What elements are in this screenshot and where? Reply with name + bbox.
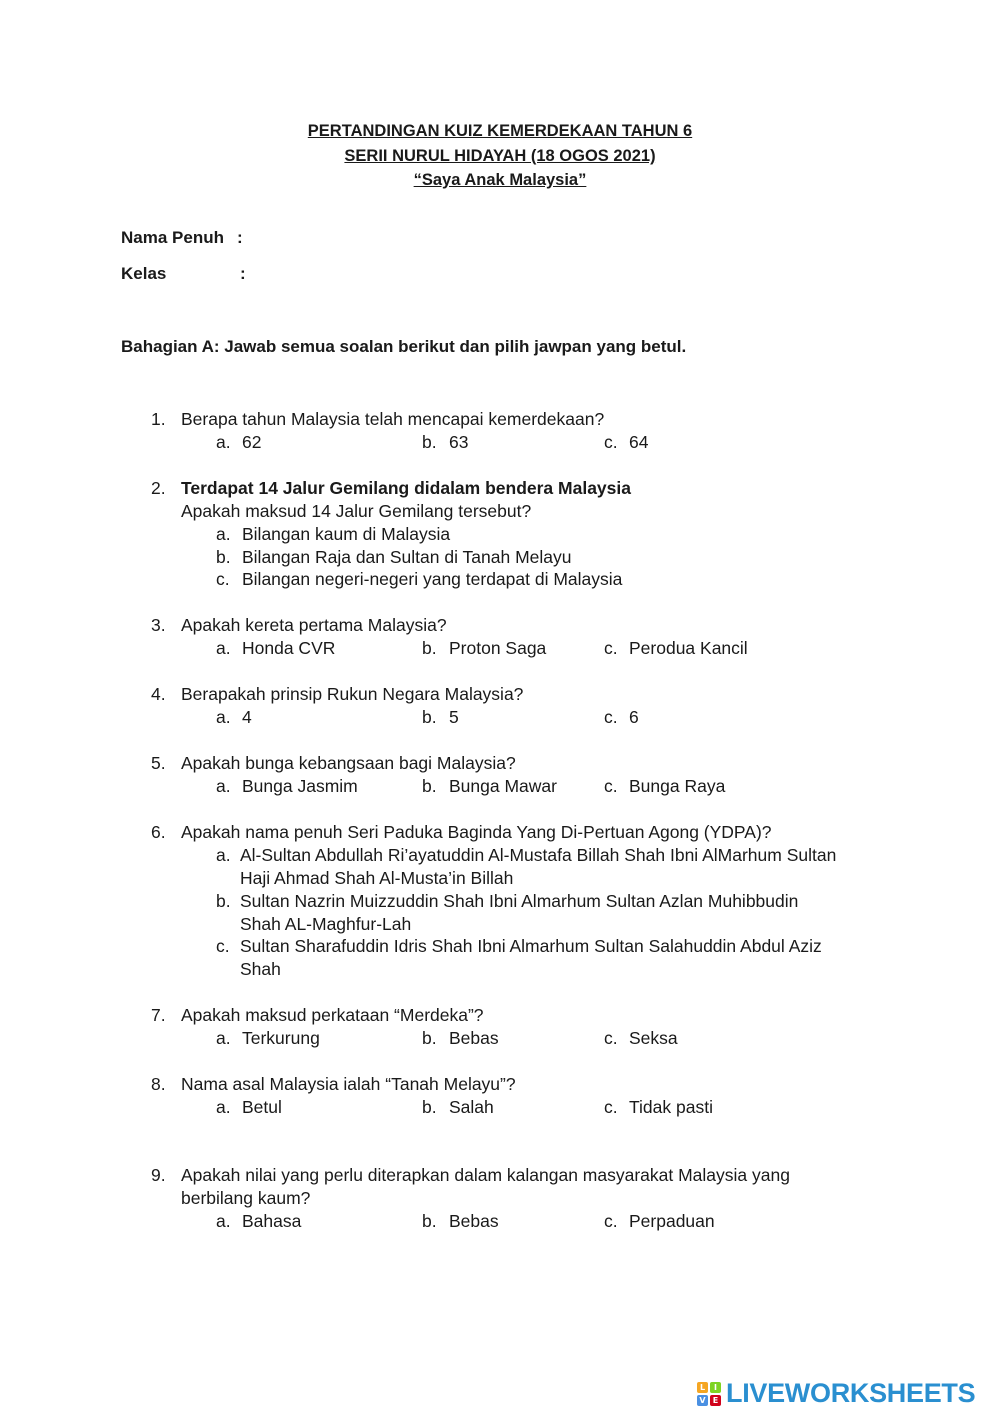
q3-opt-a: Honda CVR — [242, 638, 336, 658]
q6-opt-a-line2: Haji Ahmad Shah Al-Musta’in Billah — [240, 868, 514, 888]
q3-opt-b-letter: b. — [422, 638, 437, 658]
q6-number: 6. — [151, 822, 166, 842]
logo-tile-e: E — [710, 1395, 721, 1406]
q2-opt-a-letter: a. — [216, 524, 231, 544]
q9-opt-b-letter: b. — [422, 1211, 437, 1231]
q8-number: 8. — [151, 1074, 166, 1094]
q4-opt-a-letter: a. — [216, 707, 231, 727]
q3-opt-a-letter: a. — [216, 638, 231, 658]
liveworksheets-logo-icon — [697, 1382, 721, 1406]
q4-number: 4. — [151, 684, 166, 704]
q7-opt-c-letter: c. — [604, 1028, 618, 1048]
q9-opt-a: Bahasa — [242, 1211, 302, 1231]
class-colon: : — [240, 264, 246, 283]
q5-opt-c: Bunga Raya — [629, 776, 726, 796]
q9-opt-c: Perpaduan — [629, 1211, 715, 1231]
name-colon: : — [237, 228, 243, 247]
q5-text: Apakah bunga kebangsaan bagi Malaysia? — [181, 753, 516, 773]
q2-opt-b: Bilangan Raja dan Sultan di Tanah Melayu — [242, 547, 572, 567]
q3-opt-b: Proton Saga — [449, 638, 547, 658]
q4-opt-c: 6 — [629, 707, 639, 727]
q8-opt-a-letter: a. — [216, 1097, 231, 1117]
q3-opt-c-letter: c. — [604, 638, 618, 658]
q6-text: Apakah nama penuh Seri Paduka Baginda Yang Di-Pertuan Agong (YDPA)? — [181, 822, 772, 842]
q8-text: Nama asal Malaysia ialah “Tanah Melayu”? — [181, 1074, 516, 1094]
q8-opt-c: Tidak pasti — [629, 1097, 713, 1117]
q9-text-line2: berbilang kaum? — [181, 1188, 311, 1208]
q7-opt-a-letter: a. — [216, 1028, 231, 1048]
q3-opt-c: Perodua Kancil — [629, 638, 748, 658]
title-line-2: SERII NURUL HIDAYAH (18 OGOS 2021) — [344, 147, 656, 165]
q7-opt-b-letter: b. — [422, 1028, 437, 1048]
q1-opt-a: 62 — [242, 432, 262, 452]
q7-number: 7. — [151, 1005, 166, 1025]
q5-opt-b-letter: b. — [422, 776, 437, 796]
q2-number: 2. — [151, 478, 166, 498]
q6-opt-b-line1: Sultan Nazrin Muizzuddin Shah Ibni Almarhum Sultan Azlan Muhibbudin — [240, 891, 799, 911]
q6-opt-c-line2: Shah — [240, 959, 281, 979]
q7-opt-b: Bebas — [449, 1028, 499, 1048]
q7-opt-c: Seksa — [629, 1028, 678, 1048]
q5-opt-a-letter: a. — [216, 776, 231, 796]
section-title: Bahagian A: Jawab semua soalan berikut dan pilih jawpan yang betul. — [121, 337, 687, 356]
q4-opt-b-letter: b. — [422, 707, 437, 727]
q1-opt-b: 63 — [449, 432, 469, 452]
q1-text: Berapa tahun Malaysia telah mencapai kemerdekaan? — [181, 409, 605, 429]
logo-tile-l: L — [697, 1382, 708, 1393]
title-line-3: “Saya Anak Malaysia” — [413, 171, 587, 189]
q5-opt-a: Bunga Jasmim — [242, 776, 358, 796]
q2-statement: Terdapat 14 Jalur Gemilang didalam bendera Malaysia — [181, 478, 631, 498]
liveworksheets-footer — [697, 1378, 975, 1409]
q2-opt-a: Bilangan kaum di Malaysia — [242, 524, 451, 544]
q1-opt-c: 64 — [629, 432, 649, 452]
liveworksheets-brand: LIVEWORKSHEETS — [726, 1378, 976, 1408]
q9-opt-b: Bebas — [449, 1211, 499, 1231]
q3-number: 3. — [151, 615, 166, 635]
q8-opt-c-letter: c. — [604, 1097, 618, 1117]
q9-number: 9. — [151, 1165, 166, 1185]
q4-text: Berapakah prinsip Rukun Negara Malaysia? — [181, 684, 524, 704]
logo-tile-i: I — [710, 1382, 721, 1393]
q9-opt-c-letter: c. — [604, 1211, 618, 1231]
title-line-1: PERTANDINGAN KUIZ KEMERDEKAAN TAHUN 6 — [307, 122, 693, 140]
q4-opt-b: 5 — [449, 707, 459, 727]
q6-opt-c-letter: c. — [216, 936, 230, 956]
q4-opt-a: 4 — [242, 707, 252, 727]
q5-opt-b: Bunga Mawar — [449, 776, 557, 796]
q5-opt-c-letter: c. — [604, 776, 618, 796]
name-label: Nama Penuh — [121, 228, 224, 247]
logo-tile-v: V — [697, 1395, 708, 1406]
q3-text: Apakah kereta pertama Malaysia? — [181, 615, 447, 635]
q1-opt-c-letter: c. — [604, 432, 618, 452]
q1-opt-b-letter: b. — [422, 432, 437, 452]
q4-opt-c-letter: c. — [604, 707, 618, 727]
q6-opt-a-line1: Al-Sultan Abdullah Ri’ayatuddin Al-Mustafa Billah Shah Ibni AlMarhum Sultan — [240, 845, 837, 865]
q2-opt-c: Bilangan negeri-negeri yang terdapat di Malaysia — [242, 569, 623, 589]
q1-opt-a-letter: a. — [216, 432, 231, 452]
q6-opt-c-line1: Sultan Sharafuddin Idris Shah Ibni Almarhum Sultan Salahuddin Abdul Aziz — [240, 936, 822, 956]
q1-number: 1. — [151, 409, 166, 429]
q9-text-line1: Apakah nilai yang perlu diterapkan dalam kalangan masyarakat Malaysia yang — [181, 1165, 790, 1185]
q2-opt-b-letter: b. — [216, 547, 231, 567]
q6-opt-b-letter: b. — [216, 891, 231, 911]
class-label: Kelas — [121, 264, 167, 283]
q2-opt-c-letter: c. — [216, 569, 230, 589]
q7-opt-a: Terkurung — [242, 1028, 320, 1048]
q6-opt-b-line2: Shah AL-Maghfur-Lah — [240, 914, 412, 934]
q9-opt-a-letter: a. — [216, 1211, 231, 1231]
q6-opt-a-letter: a. — [216, 845, 231, 865]
q8-opt-b: Salah — [449, 1097, 494, 1117]
q8-opt-b-letter: b. — [422, 1097, 437, 1117]
q7-text: Apakah maksud perkataan “Merdeka”? — [181, 1005, 484, 1025]
q8-opt-a: Betul — [242, 1097, 282, 1117]
q2-text: Apakah maksud 14 Jalur Gemilang tersebut? — [181, 501, 532, 521]
q5-number: 5. — [151, 753, 166, 773]
